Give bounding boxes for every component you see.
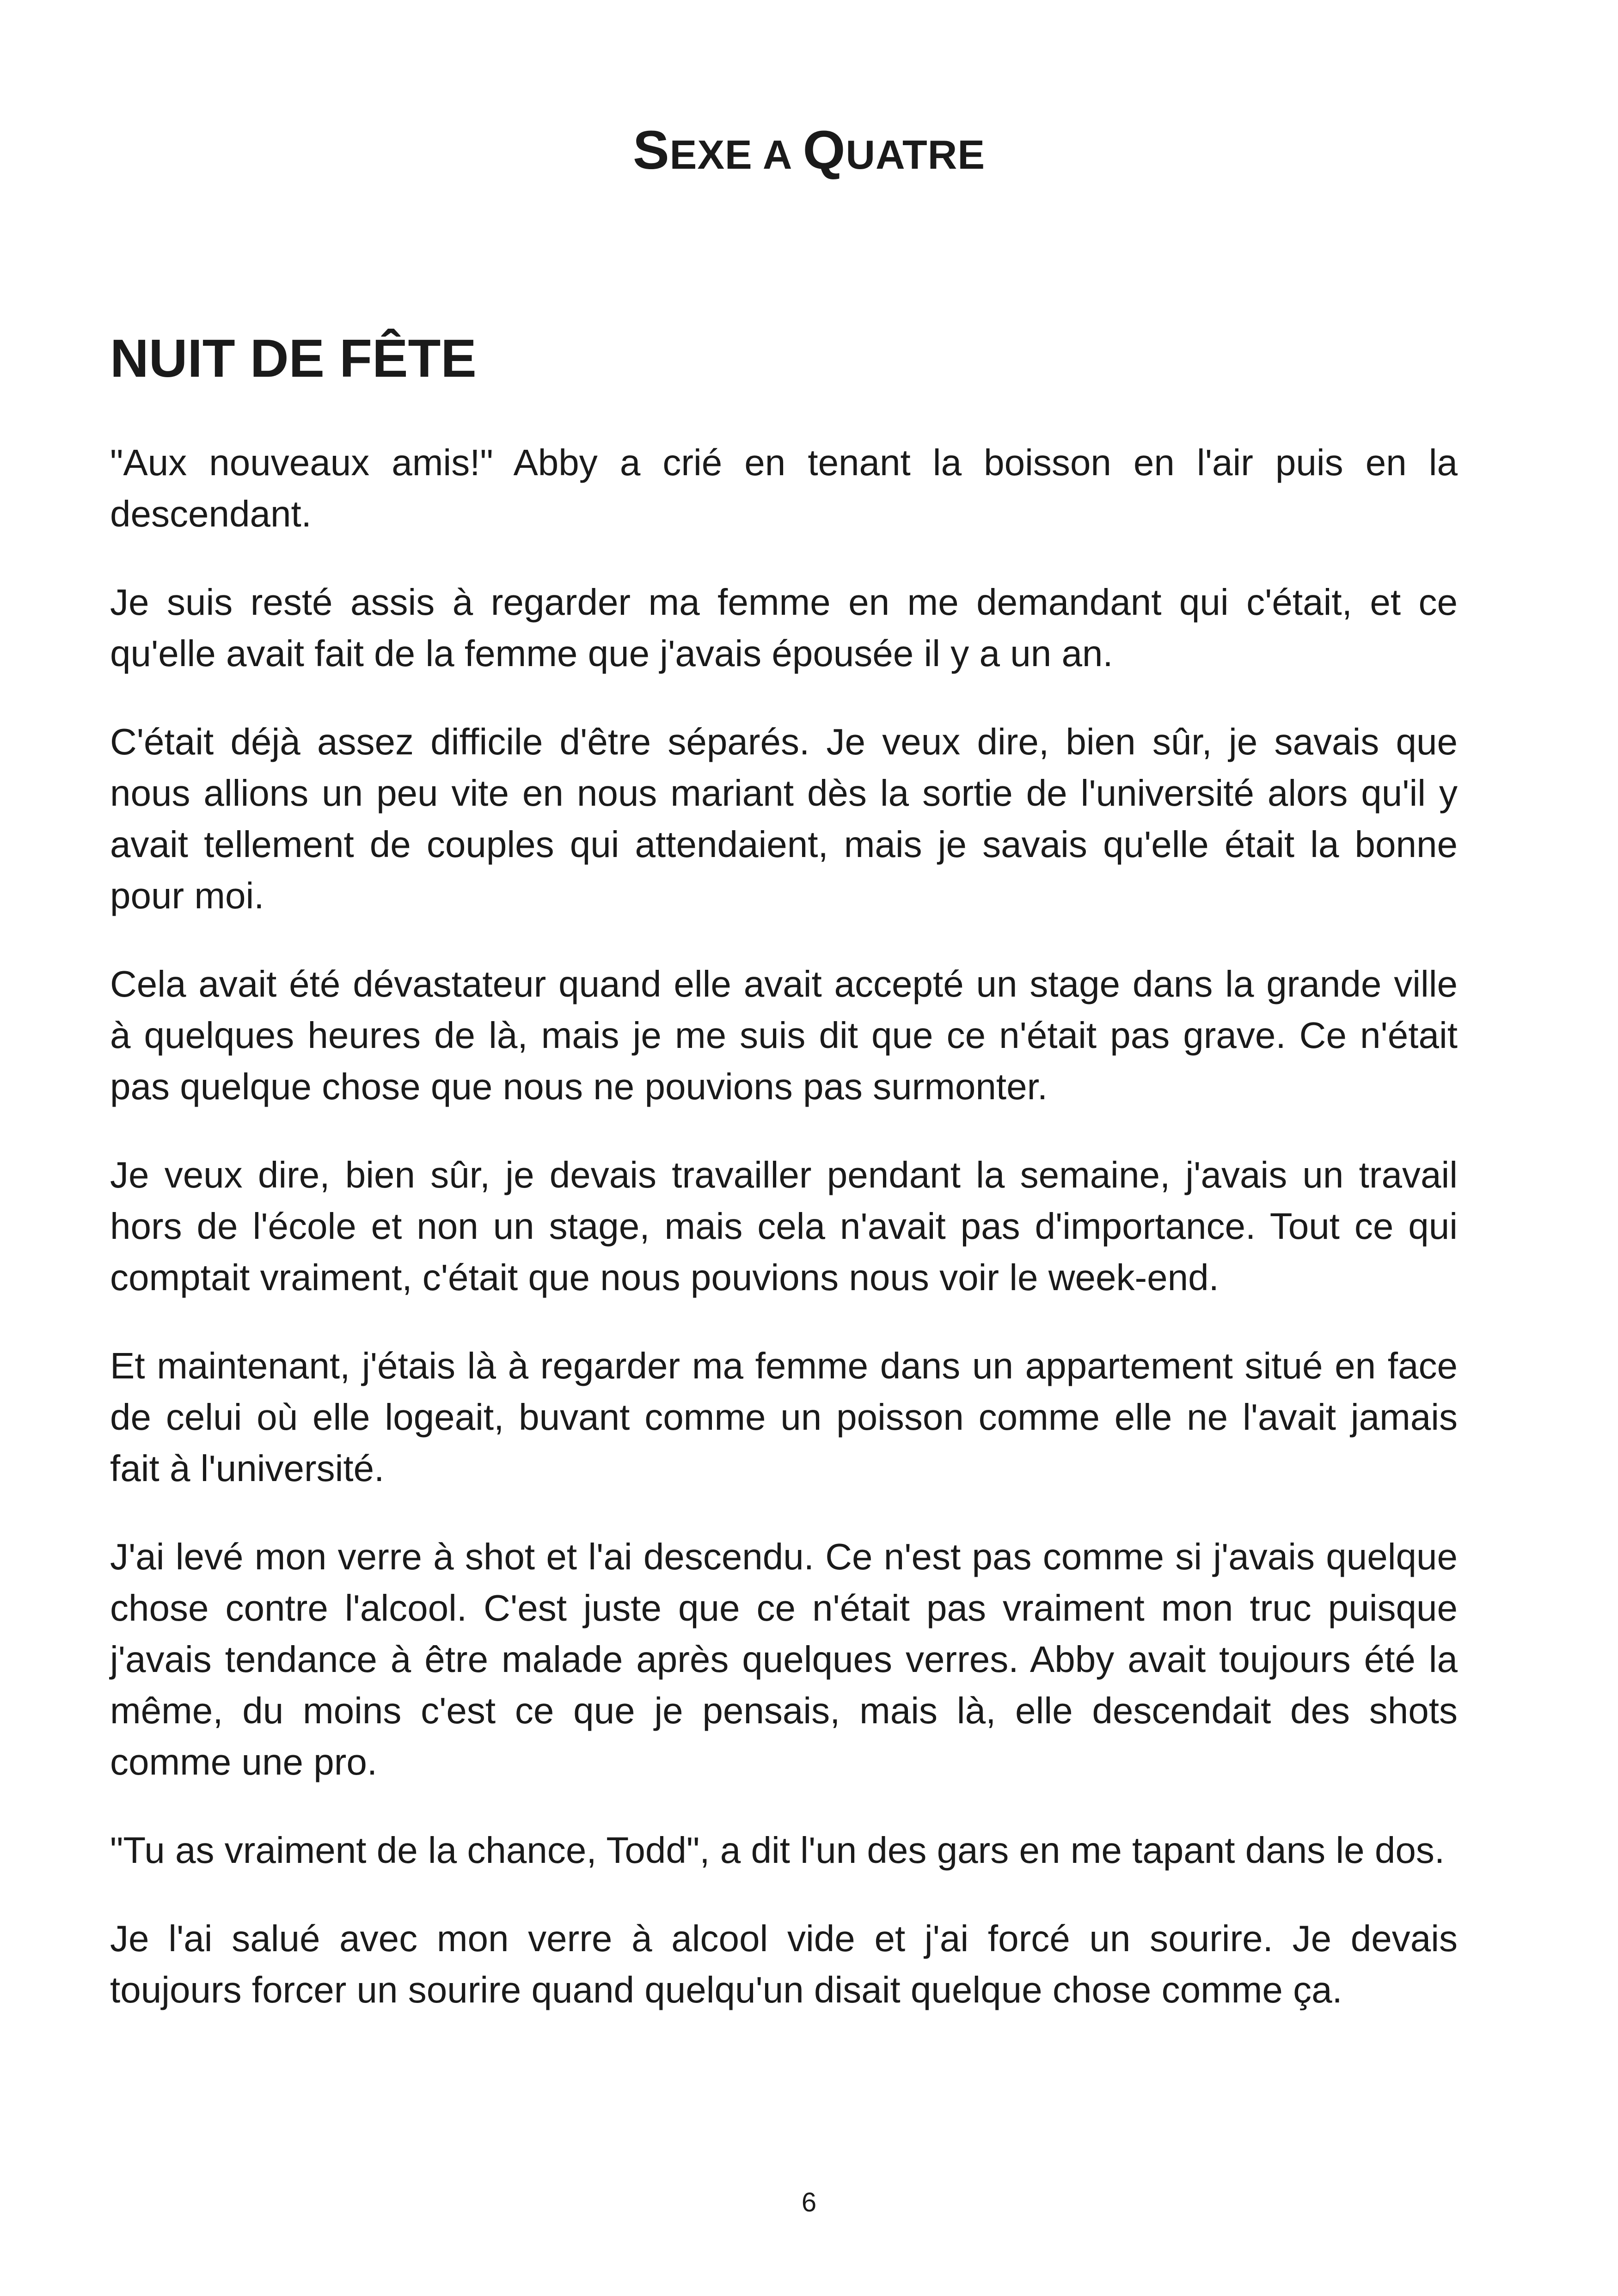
paragraph: Je l'ai salué avec mon verre à alcool vide et j'ai forcé un sourire. Je devais toujours forcer un sourire quand quelqu'un disait quelque chose comme ça.	[110, 1918, 1458, 2010]
paragraph: "Aux nouveaux amis!" Abby a crié en tenant la boisson en l'air puis en la descendant.	[110, 442, 1458, 534]
book-title	[0, 116, 1618, 190]
paragraph: Cela avait été dévastateur quand elle avait accepté un stage dans la grande ville à quelques heures de là, mais je me suis dit que ce n'était pas grave. Ce n'était pas quelque chose que nous ne pouvions pas surmonter.	[110, 963, 1458, 1107]
paragraph: Je veux dire, bien sûr, je devais travailler pendant la semaine, j'avais un travail hors de l'école et non un stage, mais cela n'avait pas d'importance. Tout ce qui comptait vraiment, c'était que nous pouvions nous voir le week-end.	[110, 1154, 1458, 1298]
page-number: 6	[801, 2187, 817, 2217]
chapter-title: NUIT DE FÊTE	[110, 328, 477, 388]
book-title-part-2: UATRE	[846, 132, 986, 178]
paragraph: Et maintenant, j'étais là à regarder ma femme dans un appartement situé en face de celui où elle logeait, buvant comme un poisson comme elle ne l'avait jamais fait à l'université.	[110, 1345, 1458, 1489]
paragraph: C'était déjà assez difficile d'être séparés. Je veux dire, bien sûr, je savais que nous allions un peu vite en nous mariant dès la sortie de l'université alors qu'il y avait tellement de couples qui attendaient, mais je savais qu'elle était la bonne pour moi.	[110, 721, 1458, 916]
paragraph: J'ai levé mon verre à shot et l'ai descendu. Ce n'est pas comme si j'avais quelque chose contre l'alcool. C'est juste que ce n'était pas vraiment mon truc puisque j'avais tendance à être malade après quelques verres. Abby avait toujours été la même, du moins c'est ce que je pensais, mais là, elle descendait des shots comme une pro.	[110, 1536, 1458, 1782]
paragraph: "Tu as vraiment de la chance, Todd", a dit l'un des gars en me tapant dans le dos.	[110, 1830, 1445, 1871]
book-title-initial-s: S	[632, 120, 670, 181]
paragraph: Je suis resté assis à regarder ma femme en me demandant qui c'était, et ce qu'elle avait fait de la femme que j'avais épousée il y a un an.	[110, 582, 1458, 674]
book-title-initial-q: Q	[803, 120, 846, 181]
book-title-part-1: EXE A	[669, 132, 803, 178]
chapter-body	[110, 437, 1458, 2052]
